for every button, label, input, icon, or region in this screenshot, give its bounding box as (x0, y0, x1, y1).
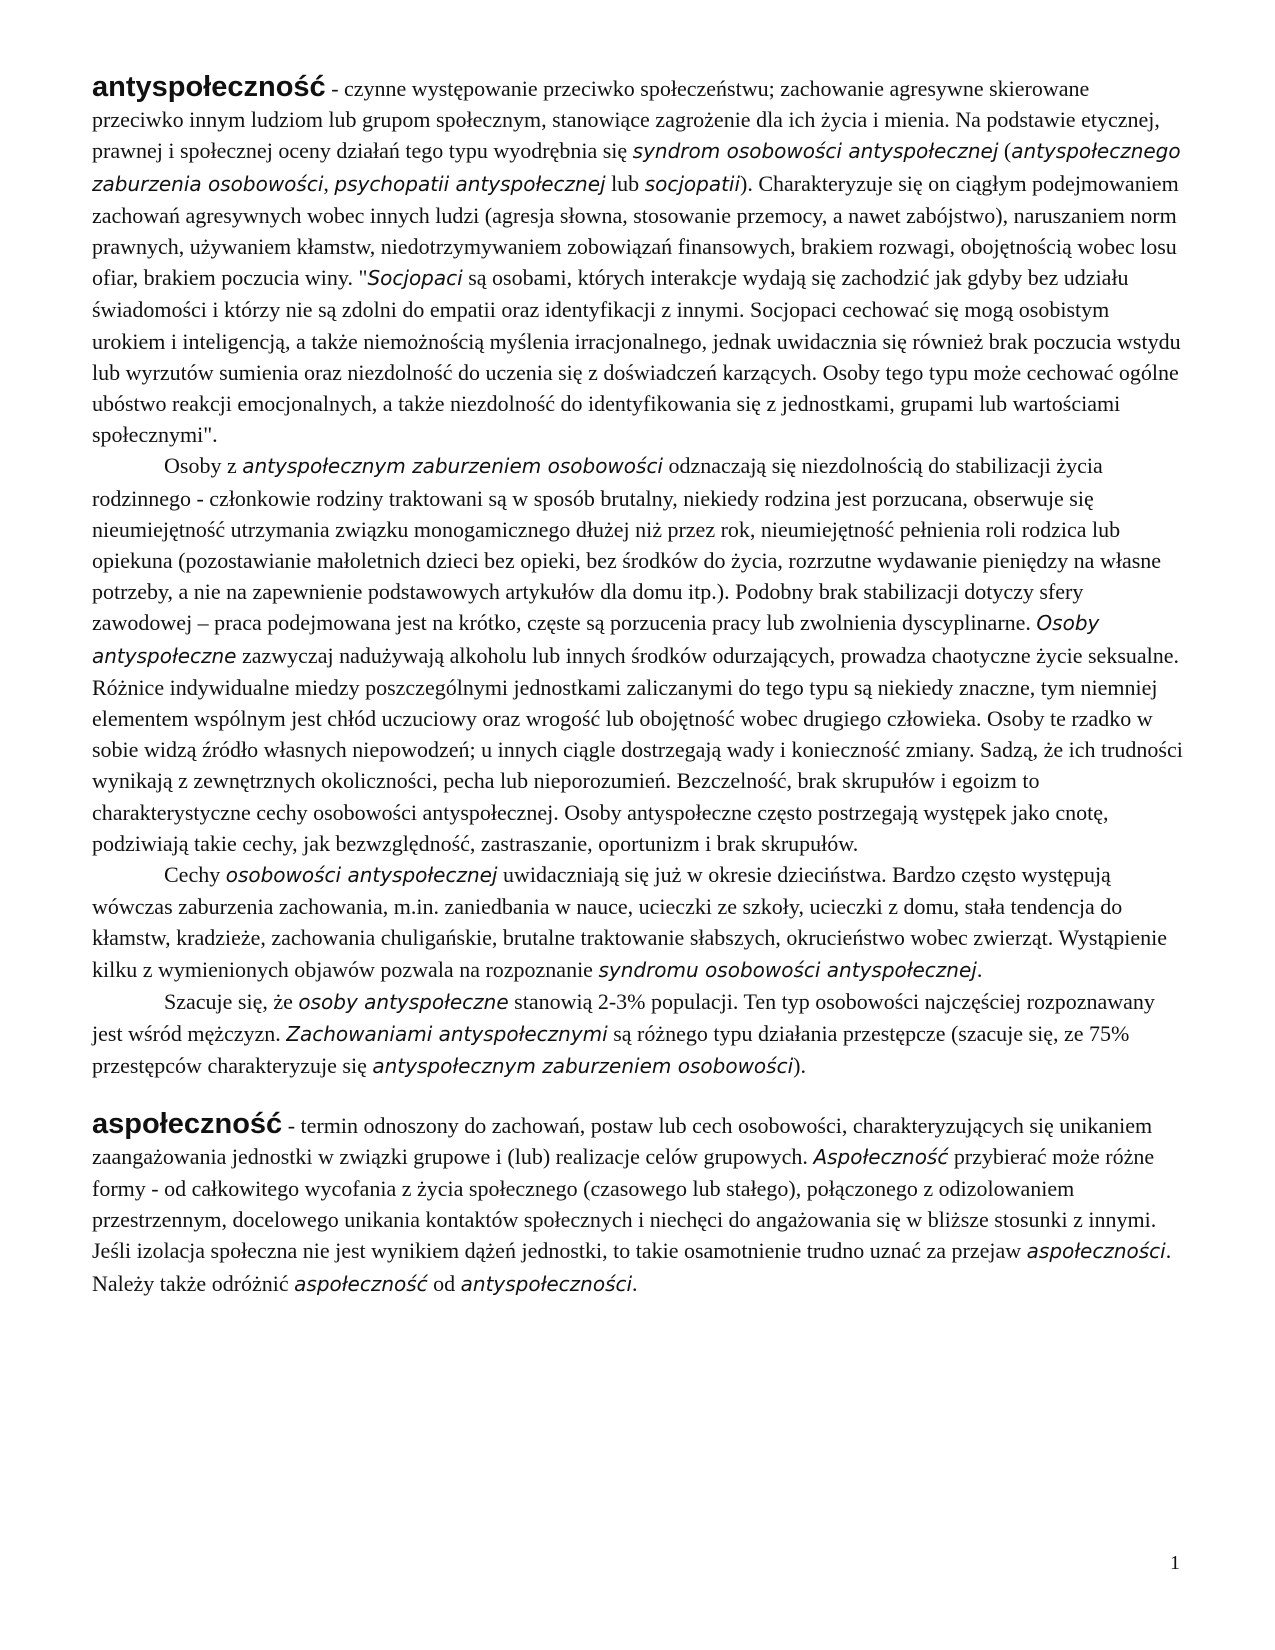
text-run: Osoby z (164, 453, 243, 479)
paragraph-prevalence (92, 986, 1185, 1083)
text-run: ). Charakteryzuje się on ciągłym podejmowaniem zachowań agresywnych wobec innych ludzi (agresja słowna, stosowanie przemocy, a nawet zabójstwo), naruszaniem norm prawnych, używaniem kłamstw, niedotrzymywaniem zobowiązań finansowych, brakiem rozwagi, obojętnością wobec losu ofiar, brakiem poczucia winy. " (92, 170, 1179, 291)
paragraph-childhood (92, 859, 1185, 986)
text-run: - czynne występowanie przeciwko społeczeństwu; zachowanie agresywne skierowane przeciwko innym ludziom lub grupom społecznym, stanowiące zagrożenie dla ich życia i mienia. Na podstawie etycznej, prawnej i społecznej oceny działań tego typu wyodrębnia się (92, 76, 1160, 164)
text-run: lub (605, 170, 645, 196)
text-run: ). (793, 1053, 806, 1079)
page-number: 1 (1170, 1552, 1180, 1574)
italic-term: aspołeczność (294, 1271, 428, 1296)
italic-term: antyspołecznym zaburzeniem osobowości (242, 454, 663, 479)
term-heading: aspołeczność (92, 1107, 283, 1140)
italic-term: antyspołecznego zaburzenia osobowości (92, 139, 1181, 196)
text-run: , (323, 170, 335, 196)
entry-separator (92, 1083, 1185, 1109)
text-run: Cechy (164, 862, 226, 888)
entry-antyspolecznosc-definition (92, 72, 1185, 450)
text-run: - termin odnoszony do zachowań, postaw lub cech osobowości, charakteryzujących się unikaniem zaangażowania jednostki w związki grupowe i (lub) realizacje celów grupowych. (92, 1112, 1153, 1169)
italic-term: aspołeczności (1026, 1239, 1166, 1264)
text-run: zazwyczaj nadużywają alkoholu lub innych środków odurzających, prowadza chaotyczne życie seksualne. Różnice indywidualne miedzy poszczególnymi jednostkami zaliczanymi do tego typu są niekiedy znaczne, tym niemniej elementem wspólnym jest chłód uczuciowy oraz wrogość lub obojętność wobec drugiego człowieka. Osoby te rzadko w sobie widzą źródło własnych niepowodzeń; u innych ciągle dostrzegają wady i konieczność zmiany. Sadzą, że ich trudności wynikają z zewnętrznych okoliczności, pecha lub nieporozumień. Bezczelność, brak skrupułów i egoizm to charakterystyczne cechy osobowości antyspołecznej. Osoby antyspołeczne często postrzegają występek jako cnotę, podziwiają takie cechy, jak bezwzględność, zastraszanie, oportunizm i brak skrupułów. (92, 642, 1183, 856)
text-run: są różnego typu działania przestępcze (szacuje się, ze 75% przestępców charakteryzuje się (92, 1021, 1130, 1079)
italic-term: syndromu osobowości antyspołecznej (598, 957, 977, 982)
text-run: . (976, 956, 983, 982)
text-run: stanowią 2-3% populacji. Ten typ osobowości najczęściej rozpoznawany jest wśród mężczyzn. (92, 988, 1155, 1047)
italic-term: syndrom osobowości antyspołecznej (632, 139, 999, 164)
text-run: przybierać może różne formy - od całkowitego wycofania z życia społecznego (czasowego lub stałego), połączonego z odizolowaniem przestrzennym, docelowego unikania kontaktów społecznych i niechęci do angażowania się w bliższe stosunki z innymi. Jeśli izolacja społeczna nie jest wynikiem dążeń jednostki, to takie osamotnienie trudno uznać za przejaw (92, 1143, 1157, 1264)
entry-aspolecznosc-definition (92, 1109, 1185, 1300)
italic-term: antyspołecznym zaburzeniem osobowości (372, 1054, 794, 1079)
italic-term: socjopatii (644, 171, 741, 196)
italic-term: Socjopaci (367, 266, 463, 291)
italic-term: Zachowaniami antyspołecznymi (286, 1022, 608, 1047)
italic-term: osoby antyspołeczne (298, 989, 509, 1014)
text-run: ( (998, 138, 1012, 164)
text-run: odznaczają się niezdolnością do stabilizacji życia rodzinnego - członkowie rodziny traktowani są w sposób brutalny, niekiedy rodzina jest porzucana, obserwuje się nieumiejętność utrzymania związku monogamicznego dłużej niż przez rok, nieumiejętność pełnienia roli rodzica lub opiekuna (pozostawianie małoletnich dzieci bez opieki, bez środków do życia, rozrzutne wydawanie pieniędzy na własne potrzeby, a nie na zapewnienie podstawowych artykułów dla domu itp.). Podobny brak stabilizacji dotyczy sfery zawodowej – praca podejmowana jest na krótko, częste są porzucenia pracy lub zwolnienia dyscyplinarne. (92, 453, 1162, 636)
text-run: Szacuje się, że (164, 988, 299, 1014)
paragraph-family-life (92, 450, 1185, 859)
text-run: są osobami, których interakcje wydają się zachodzić jak gdyby bez udziału świadomości i którzy nie są zdolni do empatii oraz identyfikacji z innymi. Socjopaci cechować się mogą osobistym urokiem i inteligencją, a także niemożnością myślenia irracjonalnego, jednak uwidacznia się również brak poczucia wstydu lub wyrzutów sumienia oraz niezdolność do uczenia się z doświadczeń karzących. Osoby tego typu może cechować ogólne ubóstwo reakcji emocjonalnych, a także niezdolność do identyfikowania się z jednostkami, grupami lub wartościami społecznymi". (92, 265, 1181, 448)
term-heading: antyspołeczność (92, 71, 326, 103)
italic-term: Osoby antyspołeczne (92, 611, 1100, 668)
text-run: . (632, 1270, 638, 1296)
text-run: od (427, 1270, 461, 1296)
text-run: . Należy także odróżnić (92, 1238, 1172, 1296)
italic-term: psychopatii antyspołecznej (334, 171, 606, 196)
text-run: uwidaczniają się już w okresie dzieciństwa. Bardzo często występują wówczas zaburzenia zachowania, m.in. zaniedbania w nauce, ucieczki ze szkoły, ucieczki z domu, stała tendencja do kłamstw, kradzieże, zachowania chuligańskie, brutalne traktowanie słabszych, okrucieństwo wobec zwierząt. Wystąpienie kilku z wymienionych objawów pozwala na rozpoznanie (92, 862, 1168, 982)
document-page (92, 72, 1185, 1300)
italic-term: osobowości antyspołecznej (225, 863, 498, 888)
italic-term: antyspołeczności (460, 1271, 633, 1296)
italic-term: Aspołeczność (813, 1144, 949, 1169)
